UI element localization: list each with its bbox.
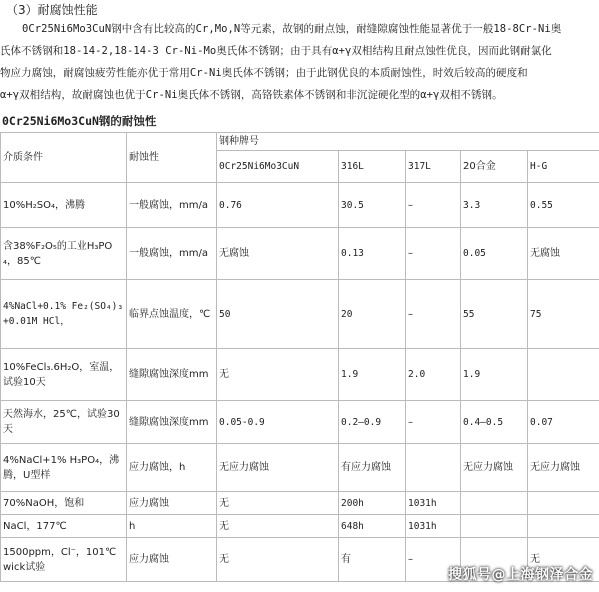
header-grade: H-G	[528, 151, 599, 183]
cell-value: 20	[339, 280, 406, 349]
cell-value: 0.2—0.9	[339, 401, 406, 444]
cell-value: 2.0	[406, 349, 461, 401]
cell-value	[461, 515, 528, 538]
table-row	[1, 444, 599, 492]
cell-value: 55	[461, 280, 528, 349]
cell-value: –	[406, 280, 461, 349]
table-row	[1, 349, 599, 401]
cell-media: 4%NaCl+0.1% Fe₂(SO₄)₃+0.01M HCl，	[1, 280, 127, 349]
cell-property: 应力腐蚀	[127, 538, 217, 582]
cell-media: 4%NaCl+1% H₃PO₄，沸腾，U型样	[1, 444, 127, 492]
cell-value: 0.76	[217, 183, 339, 228]
table-row	[1, 228, 599, 280]
cell-value: 有应力腐蚀	[339, 444, 406, 492]
cell-value: 648h	[339, 515, 406, 538]
cell-value: –	[406, 538, 461, 582]
cell-value	[528, 492, 599, 515]
cell-media: 10%FeCl₃.6H₂O，室温，试验10天	[1, 349, 127, 401]
intro-line-1: 0Cr25Ni6Mo3CuN钢中含有比较高的Cr,Mo,N等元素，故钢的耐点蚀，耐缝隙腐蚀性能显著优于一般18-8Cr-Ni奥	[22, 23, 562, 35]
cell-value: 0.05-0.9	[217, 401, 339, 444]
cell-value	[461, 492, 528, 515]
intro-line-3: 物应力腐蚀，耐腐蚀疲劳性能亦优于常用Cr-Ni奥氏体不锈钢；由于此钢优良的本质耐蚀性，时效后较高的硬度和	[0, 67, 528, 79]
table-header-row	[1, 133, 599, 151]
header-property: 耐蚀性	[127, 133, 217, 183]
cell-property: 一般腐蚀，mm/a	[127, 228, 217, 280]
cell-value: 200h	[339, 492, 406, 515]
header-grade: 316L	[339, 151, 406, 183]
header-media: 介质条件	[1, 133, 127, 183]
table-row	[1, 515, 599, 538]
cell-value: –	[406, 183, 461, 228]
cell-value: 75	[528, 280, 599, 349]
header-grade: 20合金	[461, 151, 528, 183]
cell-value: –	[406, 401, 461, 444]
table-row	[1, 183, 599, 228]
cell-value	[406, 444, 461, 492]
corrosion-table	[0, 132, 599, 582]
cell-value: 无应力腐蚀	[217, 444, 339, 492]
cell-property: 应力腐蚀，h	[127, 444, 217, 492]
cell-media: 天然海水，25℃，试验30天	[1, 401, 127, 444]
cell-media: 70%NaOH，饱和	[1, 492, 127, 515]
cell-value: 1.9	[461, 349, 528, 401]
cell-value: 无	[217, 349, 339, 401]
cell-value: 无	[217, 492, 339, 515]
cell-value: 0.13	[339, 228, 406, 280]
cell-media: 10%H₂SO₄，沸腾	[1, 183, 127, 228]
cell-value: 无腐蚀	[528, 228, 599, 280]
cell-property: 缝隙腐蚀深度mm	[127, 349, 217, 401]
cell-value: 无	[217, 538, 339, 582]
intro-paragraph	[0, 18, 599, 106]
cell-property: 缝隙腐蚀深度mm	[127, 401, 217, 444]
cell-value: 无腐蚀	[217, 228, 339, 280]
cell-value: –	[406, 228, 461, 280]
table-row	[1, 280, 599, 349]
cell-property: 一般腐蚀，mm/a	[127, 183, 217, 228]
header-grade: 317L	[406, 151, 461, 183]
cell-value: 1.9	[339, 349, 406, 401]
cell-media: 1500ppm，Cl⁻，101℃wick试验	[1, 538, 127, 582]
cell-value: 0.4—0.5	[461, 401, 528, 444]
cell-property: h	[127, 515, 217, 538]
cell-media: NaCl，177℃	[1, 515, 127, 538]
cell-value: 1031h	[406, 492, 461, 515]
cell-value: 50	[217, 280, 339, 349]
cell-value: 0.55	[528, 183, 599, 228]
cell-value: 0.05	[461, 228, 528, 280]
cell-value: 1031h	[406, 515, 461, 538]
table-title: 0Cr25Ni6Mo3CuN钢的耐蚀性	[2, 114, 157, 128]
table-row	[1, 492, 599, 515]
cell-property: 应力腐蚀	[127, 492, 217, 515]
cell-value: 无应力腐蚀	[461, 444, 528, 492]
intro-line-4: α+γ双相结构，故耐腐蚀也优于Cr-Ni奥氏体不锈钢，高铬铁素体不锈钢和非沉淀硬化型的α+γ双相不锈钢。	[0, 89, 503, 101]
cell-value: 3.3	[461, 183, 528, 228]
cell-value: 0.07	[528, 401, 599, 444]
cell-property: 临界点蚀温度，℃	[127, 280, 217, 349]
table-row	[1, 401, 599, 444]
cell-value	[528, 349, 599, 401]
intro-line-2: 氏体不锈钢和18-14-2,18-14-3 Cr-Ni-Mo奥氏体不锈钢；由于具有α+γ双相结构且耐点蚀性优良，因而此钢耐氯化	[0, 45, 552, 57]
cell-media: 含38%F₂O₅的工业H₃PO₄，85℃	[1, 228, 127, 280]
header-grade: 0Cr25Ni6Mo3CuN	[217, 151, 339, 183]
cell-value	[528, 515, 599, 538]
cell-value: 有	[339, 538, 406, 582]
watermark: 搜狐号@上海钢泽合金	[448, 567, 593, 583]
cell-value: 无	[528, 538, 599, 582]
header-grade-group: 钢种牌号	[217, 133, 599, 151]
cell-value: 无	[217, 515, 339, 538]
cell-value: 无应力腐蚀	[528, 444, 599, 492]
section-heading: （3）耐腐蚀性能	[6, 3, 98, 17]
cell-value: 30.5	[339, 183, 406, 228]
